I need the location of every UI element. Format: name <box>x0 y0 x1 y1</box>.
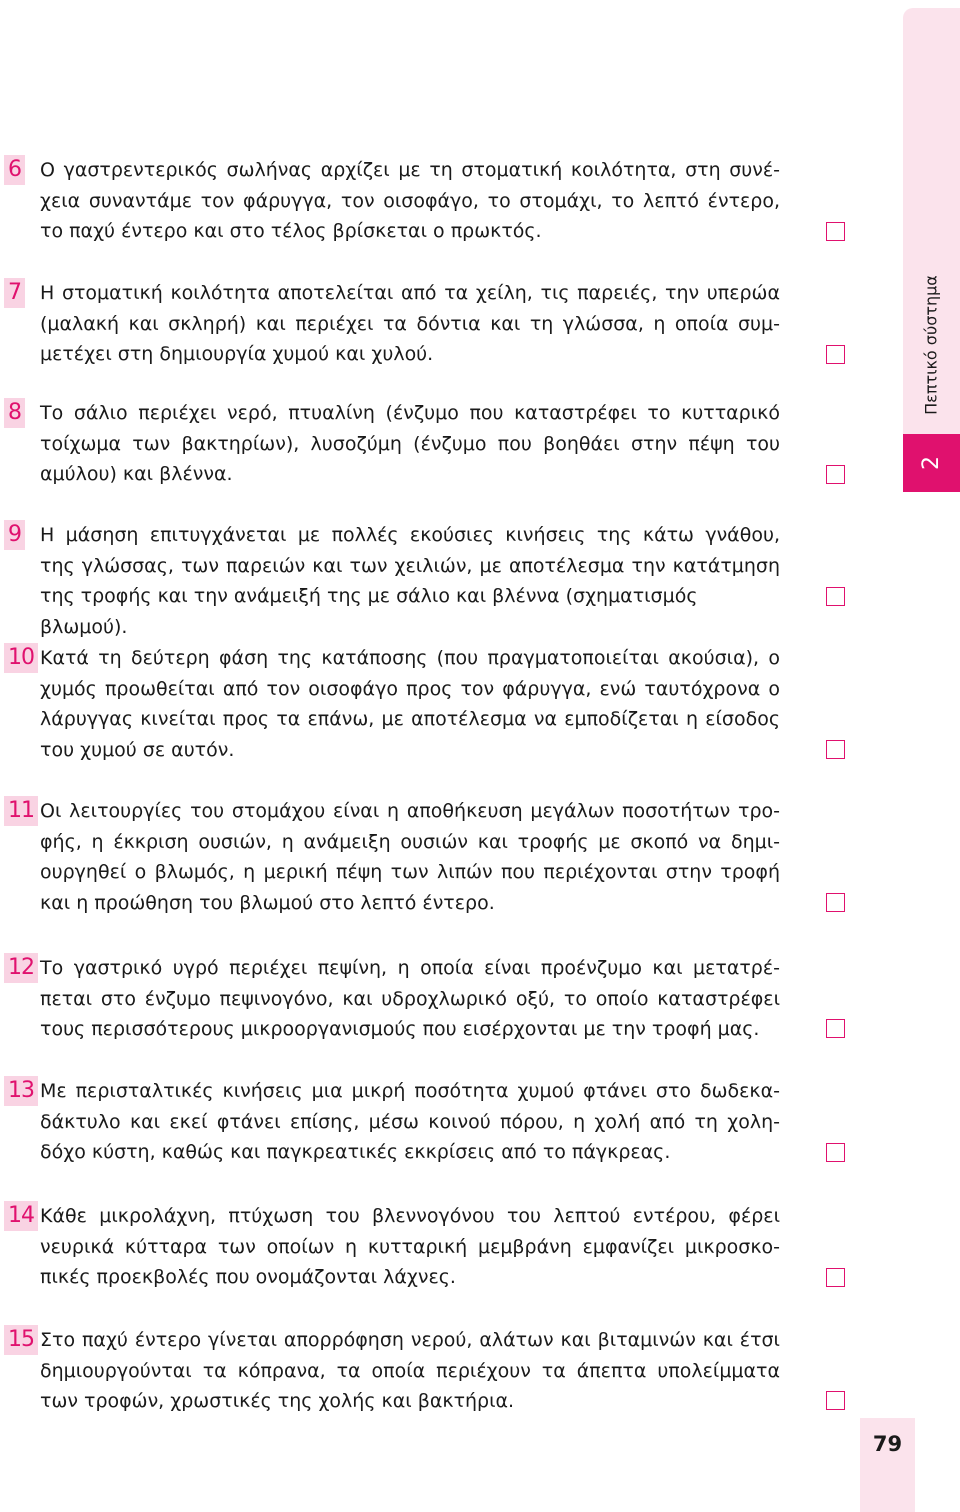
answer-checkbox[interactable] <box>826 1391 845 1410</box>
item-statement: Ο γαστρεντερικός σωλήνας αρχίζει με τη στοματική κοιλότητα, στη συνέ- χεια συναντάμε τον φάρυγγα, τον οισοφάγο, το στομάχι, το λεπτό έντερο, το παχύ έντερο και στο τέλος βρίσκεται ο πρωκτός. <box>40 159 780 242</box>
chapter-side-tab <box>903 8 960 492</box>
item-number: 8 <box>4 398 25 428</box>
item-statement: Κάθε μικρολάχνη, πτύχωση του βλεννογόνου του λεπτού εντέρου, φέρει νευρικά κύτταρα των οποίων η κυτταρική μεμβράνη εμφανίζει μικροσκο- πικές προεκβολές που ονομάζονται λάχνες. <box>40 1205 780 1288</box>
item-number: 9 <box>4 520 25 550</box>
item-number: 11 <box>4 796 38 826</box>
item-number: 13 <box>4 1076 38 1106</box>
item-number: 6 <box>4 155 25 185</box>
answer-checkbox[interactable] <box>826 1268 845 1287</box>
item-statement: Η μάσηση επιτυγχάνεται με πολλές εκούσιες κινήσεις της κάτω γνάθου, της γλώσσας, των παρειών και των χειλιών, με αποτέλεσμα την κατάτμηση της τροφής και την ανάμειξή της με σάλιο και βλέννα (σχηματισμός βλωμού). <box>40 524 780 638</box>
item-number: 14 <box>4 1201 38 1231</box>
item-number: 7 <box>4 278 25 308</box>
answer-checkbox[interactable] <box>826 222 845 241</box>
item-statement: Στο παχύ έντερο γίνεται απορρόφηση νερού, αλάτων και βιταμινών και έτσι δημιουργούνται τα κόπρανα, τα οποία περιέχουν τα άπεπτα υπολείμματα των τροφών, χρωστικές της χολής και βακτήρια. <box>40 1329 780 1412</box>
item-statement: Το γαστρικό υγρό περιέχει πεψίνη, η οποία είναι προένζυμο και μετατρέ- πεται στο ένζυμο πεψινογόνο, και υδροχλωρικό οξύ, το οποίο καταστρέφει τους περισσότερους μικροοργανισμούς που εισέρχονται με την τροφή μας. <box>40 957 780 1040</box>
answer-checkbox[interactable] <box>826 465 845 484</box>
answer-checkbox[interactable] <box>826 893 845 912</box>
page-number: 79 <box>872 1432 903 1456</box>
answer-checkbox[interactable] <box>826 1143 845 1162</box>
chapter-number-badge: 2 <box>903 434 960 492</box>
item-statement: Το σάλιο περιέχει νερό, πτυαλίνη (ένζυμο που καταστρέφει το κυτταρικό τοίχωμα των βακτηρίων), λυσοζύμη (ένζυμο που βοηθάει στην πέψη του αμύλου) και βλέννα. <box>40 402 780 485</box>
answer-checkbox[interactable] <box>826 740 845 759</box>
item-number: 15 <box>4 1325 38 1355</box>
answer-checkbox[interactable] <box>826 1019 845 1038</box>
item-statement: Με περισταλτικές κινήσεις μια μικρή ποσότητα χυμού φτάνει στο δωδεκα- δάκτυλο και εκεί φτάνει επίσης, μέσω κοινού πόρου, η χολή από τη χολη- δόχο κύστη, καθώς και παγκρεατικές εκκρίσεις από το πάγκρεας. <box>40 1080 780 1163</box>
answer-checkbox[interactable] <box>826 345 845 364</box>
item-statement: Η στοματική κοιλότητα αποτελείται από τα χείλη, τις παρειές, την υπερώα (μαλακή και σκληρή) και περιέχει τα δόντια και τη γλώσσα, η οποία συμ- μετέχει στη δημιουργία χυμού και χυλού. <box>40 282 780 365</box>
item-statement: Οι λειτουργίες του στομάχου είναι η αποθήκευση μεγάλων ποσοτήτων τρο- φής, η έκκριση ουσιών, η ανάμειξη ουσιών και τροφής με σκοπό να δημι- ουργηθεί ο βλωμός, η μερική πέψη των λιπών που περιέχονται στην τροφή και η προώθηση του βλωμού στο λεπτό έντερο. <box>40 800 780 914</box>
item-number: 12 <box>4 953 38 983</box>
answer-checkbox[interactable] <box>826 587 845 606</box>
item-number: 10 <box>4 643 38 673</box>
item-statement: Κατά τη δεύτερη φάση της κατάποσης (που πραγματοποιείται ακούσια), ο χυμός προωθείται από τον οισοφάγο προς τον φάρυγγα, ενώ ταυτόχρονα ο λάρυγγας κινείται προς τα επάνω, με αποτέλεσμα να εμποδίζεται η είσοδος του χυμού σε αυτόν. <box>40 647 780 761</box>
chapter-title: Πεπτικό σύστημα <box>921 275 941 415</box>
